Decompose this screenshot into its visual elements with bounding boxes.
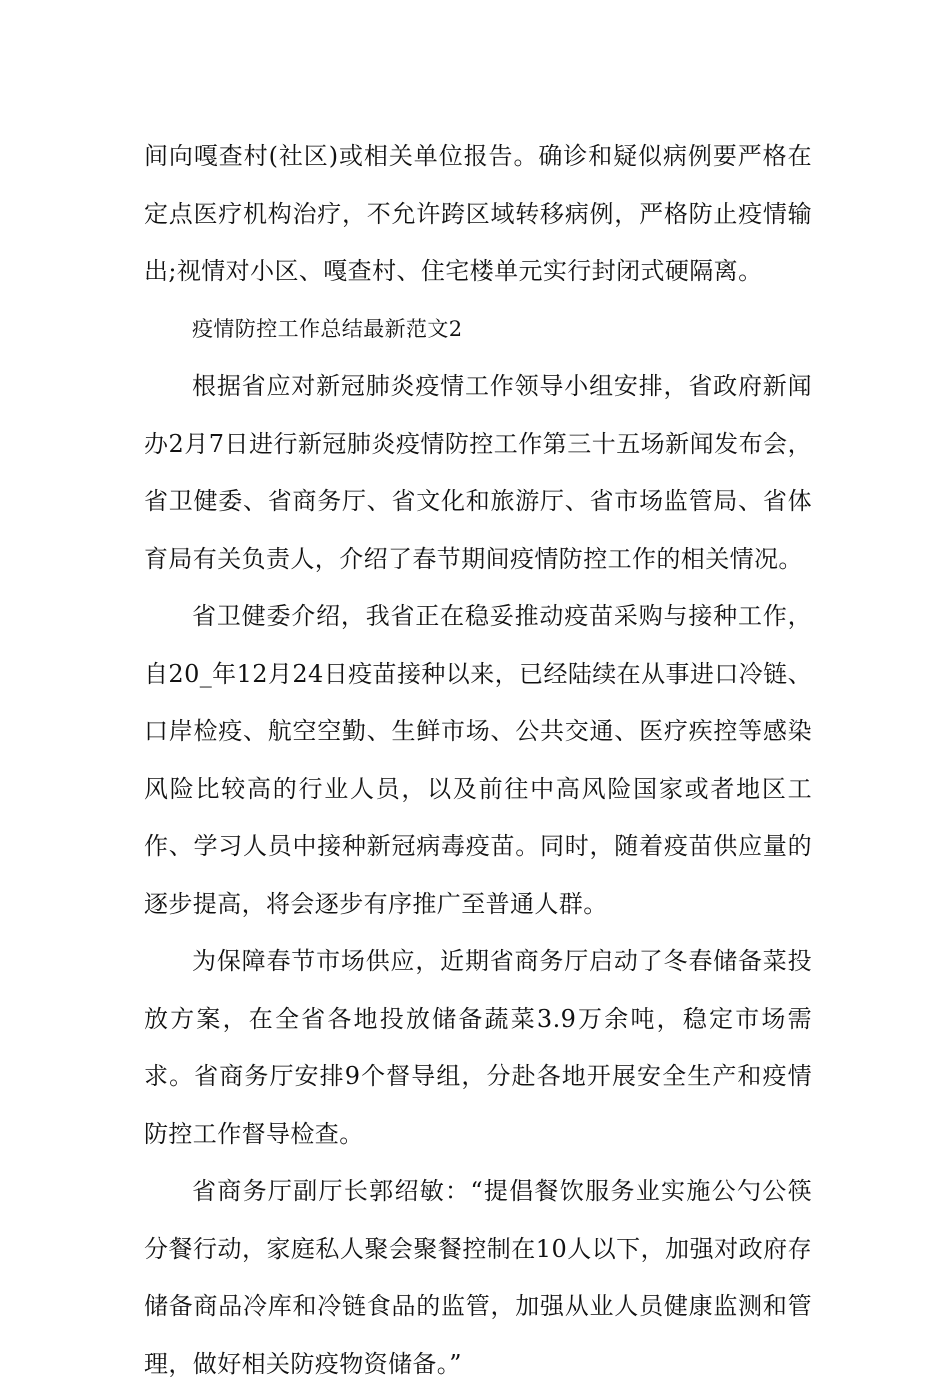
paragraph-market-supply: 为保障春节市场供应，近期省商务厅启动了冬春储备菜投放方案，在全省各地投放储备蔬菜3.9万余吨，稳定市场需求。省商务厅安排9个督导组，分赴各地开展安全生产和疫情防控工作督导检查。 <box>144 947 812 1148</box>
paragraph-vaccination: 省卫健委介绍，我省正在稳妥推动疫苗采购与接种工作，自20_年12月24日疫苗接种以来，已经陆续在从事进口冷链、口岸检疫、航空空勤、生鲜市场、公共交通、医疗疾控等感染风险比较高的行业人员，以及前往中高风险国家或者地区工作、学习人员中接种新冠病毒疫苗。同时，随着疫苗供应量的逐步提高，将会逐步有序推广至普通人群。 <box>144 602 812 918</box>
paragraph-continued: 间向嘎查村(社区)或相关单位报告。确诊和疑似病例要严格在定点医疗机构治疗，不允许跨区域转移病例，严格防止疫情输出;视情对小区、嘎查村、住宅楼单元实行封闭式硬隔离。 <box>144 142 812 285</box>
paragraph-quote: 省商务厅副厅长郭绍敏：“提倡餐饮服务业实施公勺公筷分餐行动，家庭私人聚会聚餐控制在10人以下，加强对政府存储备商品冷库和冷链食品的监管，加强从业人员健康监测和管理，做好相关防疫物资储备。” <box>144 1177 812 1378</box>
document-body <box>144 128 812 1393</box>
paragraph-press-conference: 根据省应对新冠肺炎疫情工作领导小组安排，省政府新闻办2月7日进行新冠肺炎疫情防控工作第三十五场新闻发布会，省卫健委、省商务厅、省文化和旅游厅、省市场监管局、省体育局有关负责人，介绍了春节期间疫情防控工作的相关情况。 <box>144 372 812 573</box>
section-heading: 疫情防控工作总结最新范文2 <box>192 316 463 341</box>
